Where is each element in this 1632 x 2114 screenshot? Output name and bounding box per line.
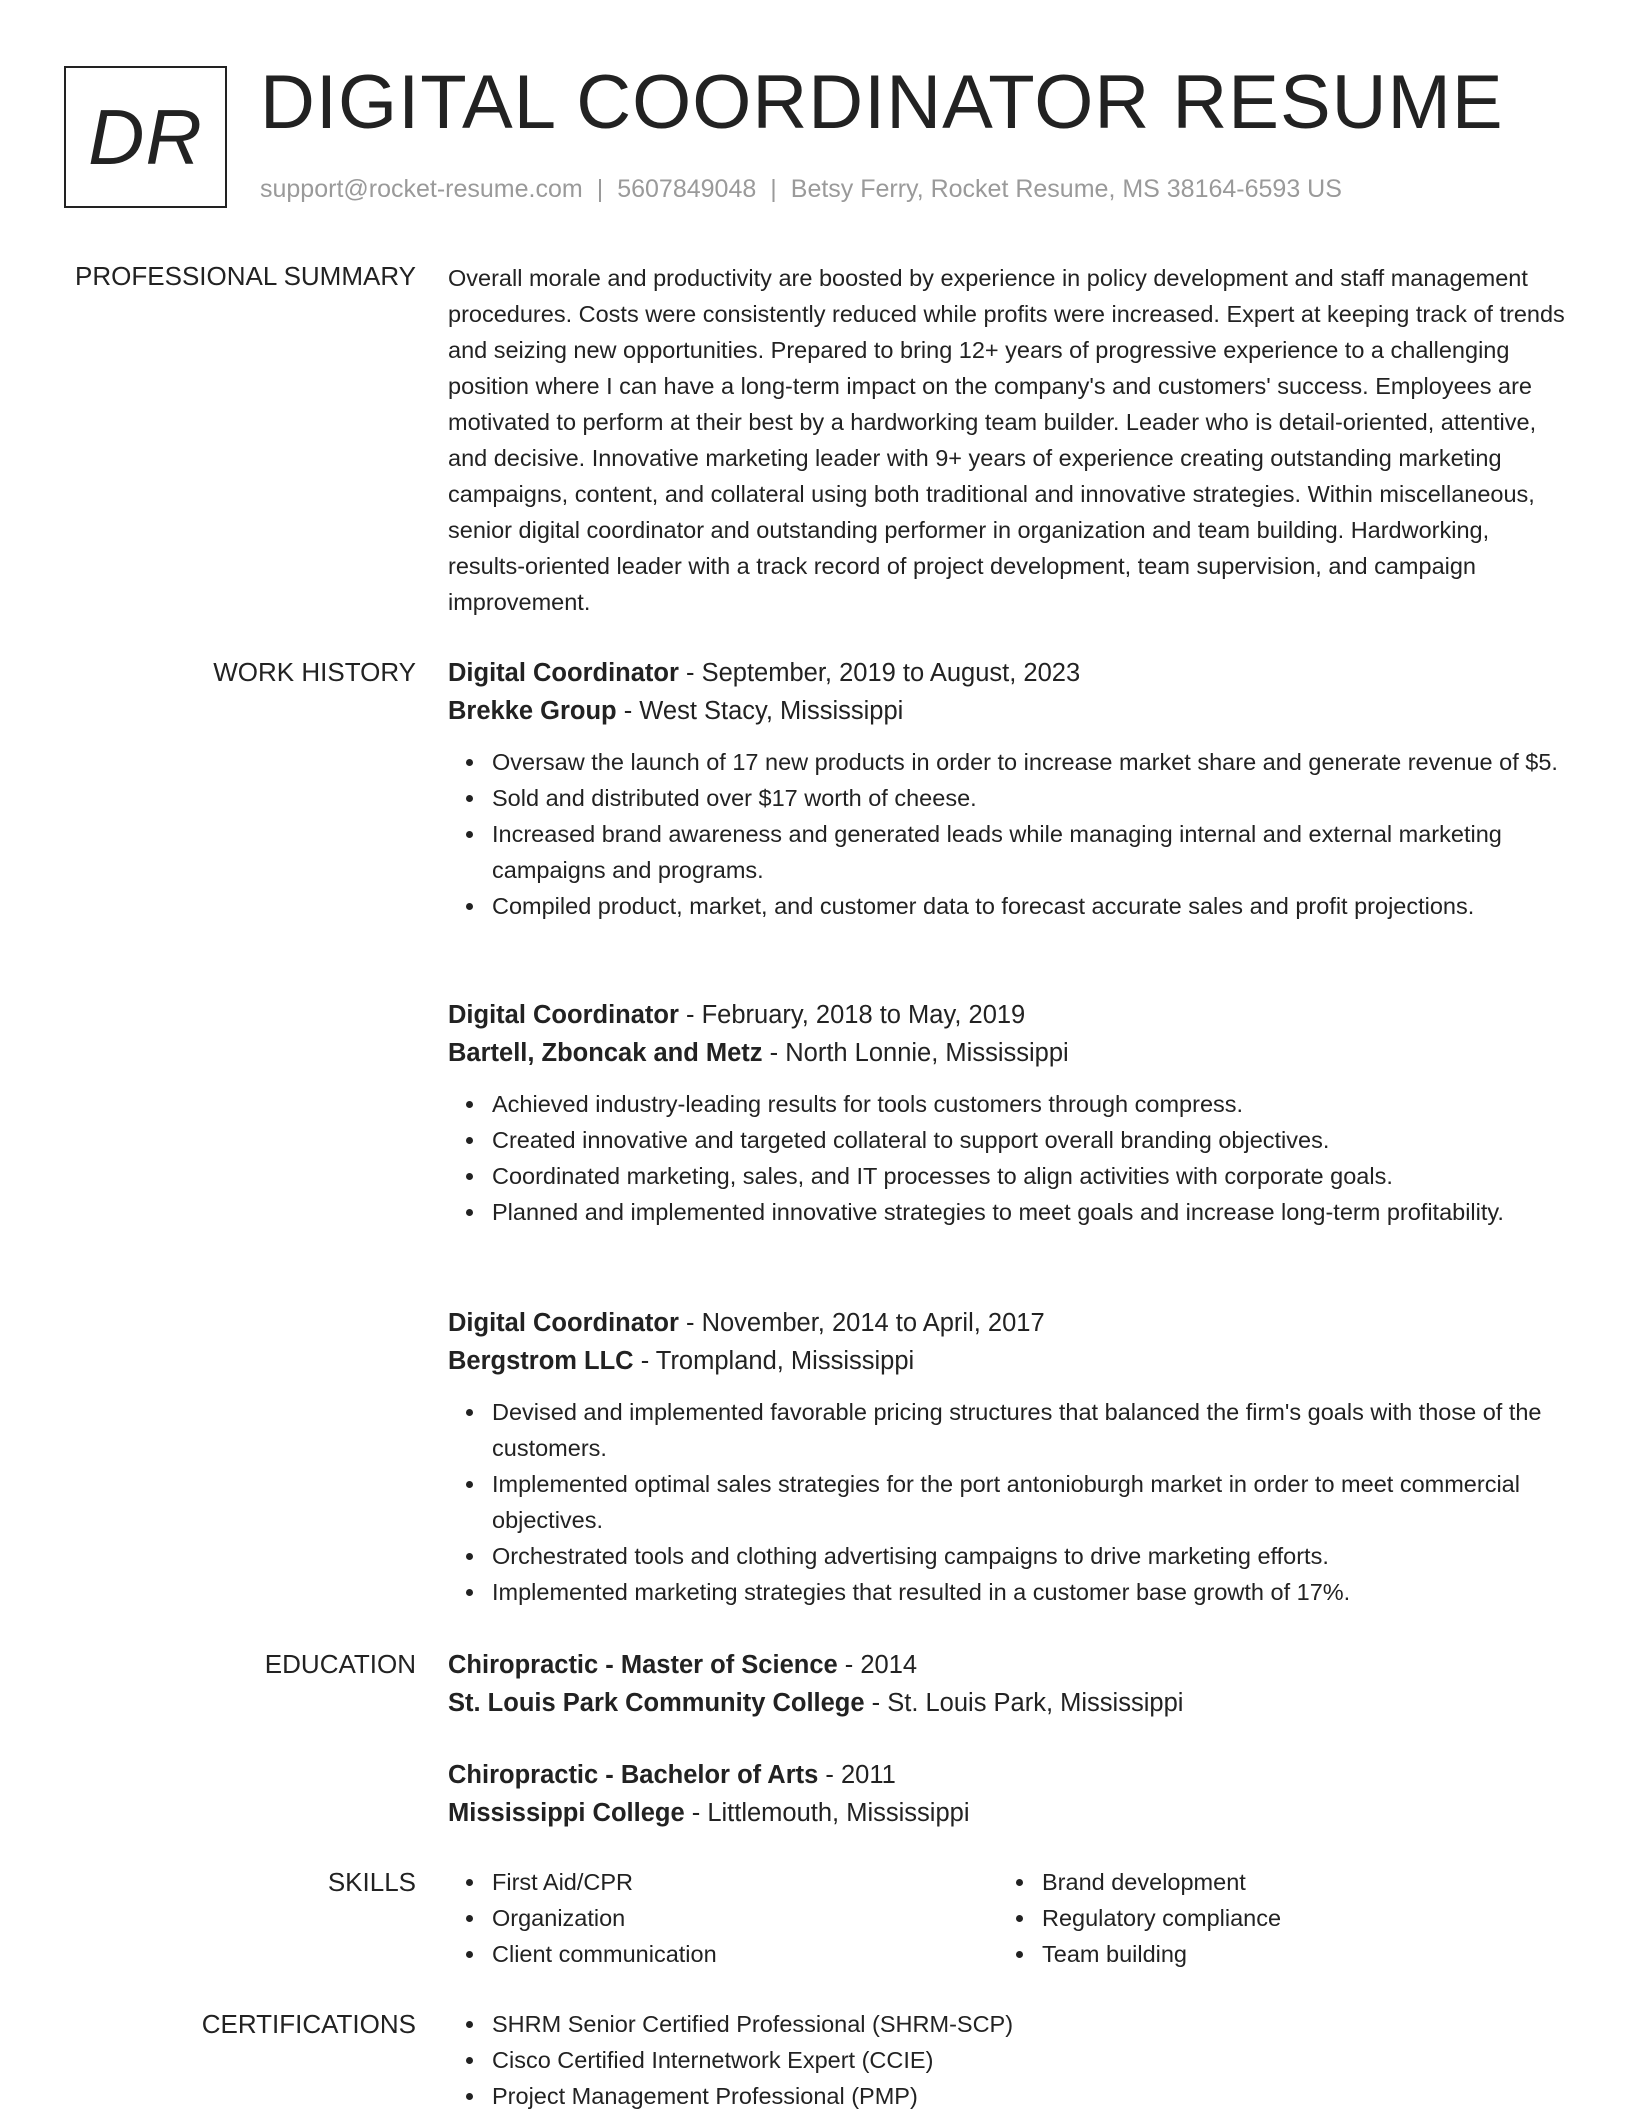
list-item: Organization [492, 1900, 1042, 1936]
education-entry [448, 1646, 1570, 1722]
job-title-line [448, 996, 1570, 1034]
list-item: Achieved industry-leading results for tools customers through compress. [492, 1086, 1570, 1122]
school: St. Louis Park Community College [448, 1689, 865, 1717]
degree: Chiropractic - Master of Science [448, 1651, 838, 1679]
job-dates: - September, 2019 to August, 2023 [678, 659, 1081, 687]
summary-text: Overall morale and productivity are boosted by experience in policy development and staff management procedures. Costs were consistently reduced while profits were increased. Expert at keeping track of trends and seizing new opportunities. Prepared to bring 12+ years of progressive experience to a challenging position where I can have a long-term impact on the company's and customers' success. Employees are motivated to perform at their best by a hardworking team builder. Leader who is detail-oriented, attentive, and decisive. Innovative marketing leader with 9+ years of experience creating outstanding marketing campaigns, content, and collateral using both traditional and innovative strategies. Within miscellaneous, senior digital coordinator and outstanding performer in organization and team building. Hardworking, results-oriented leader with a track record of project development, team supervision, and campaign improvement. [448, 265, 1565, 615]
degree: Chiropractic - Bachelor of Arts [448, 1761, 819, 1789]
resume-title: DIGITAL COORDINATOR RESUME [260, 60, 1504, 145]
list-item: Coordinated marketing, sales, and IT processes to align activities with corporate goals. [492, 1158, 1570, 1194]
section-label-summary: PROFESSIONAL SUMMARY [75, 261, 416, 291]
monogram-text: DR [88, 92, 203, 181]
list-item: Increased brand awareness and generated leads while managing internal and external marketing campaigns and programs. [492, 816, 1570, 888]
degree-line [448, 1756, 1570, 1794]
section-label-work: WORK HISTORY [213, 657, 416, 687]
degree-year: - 2014 [837, 1651, 918, 1679]
job-title-line [448, 1304, 1570, 1342]
list-item: Client communication [492, 1936, 1042, 1972]
education-entry [448, 1756, 1570, 1832]
contact-phone: 5607849048 [617, 175, 757, 203]
school: Mississippi College [448, 1799, 685, 1827]
contact-email: support@rocket-resume.com [260, 175, 583, 203]
school-location: - St. Louis Park, Mississippi [864, 1689, 1184, 1717]
job-company: Bergstrom LLC [448, 1347, 634, 1375]
summary-body [448, 260, 1570, 620]
job-entry [448, 996, 1570, 1230]
school-line [448, 1794, 1570, 1832]
list-item: Compiled product, market, and customer data to forecast accurate sales and profit projections. [492, 888, 1570, 924]
contact-separator: | [770, 175, 777, 203]
certifications-list [448, 2006, 1570, 2114]
monogram-logo [64, 66, 227, 208]
list-item: Orchestrated tools and clothing advertising campaigns to drive marketing efforts. [492, 1538, 1570, 1574]
section-label-certifications: CERTIFICATIONS [201, 2009, 416, 2039]
list-item: Devised and implemented favorable pricing structures that balanced the firm's goals with those of the customers. [492, 1394, 1570, 1466]
job-title-line [448, 654, 1570, 692]
list-item: Oversaw the launch of 17 new products in order to increase market share and generate revenue of $5. [492, 744, 1570, 780]
list-item: SHRM Senior Certified Professional (SHRM-SCP) [492, 2006, 1570, 2042]
section-label-education: EDUCATION [264, 1649, 416, 1679]
job-title: Digital Coordinator [448, 1309, 679, 1337]
job-org-line [448, 1034, 1570, 1072]
skills-body [448, 1864, 1570, 1972]
job-company: Brekke Group [448, 697, 617, 725]
list-item: Sold and distributed over $17 worth of cheese. [492, 780, 1570, 816]
job-org-line [448, 692, 1570, 730]
list-item: Created innovative and targeted collateral to support overall branding objectives. [492, 1122, 1570, 1158]
list-item: Regulatory compliance [1042, 1900, 1592, 1936]
job-location: - North Lonnie, Mississippi [762, 1039, 1069, 1067]
list-item: Planned and implemented innovative strategies to meet goals and increase long-term profitability. [492, 1194, 1570, 1230]
job-bullets [448, 1394, 1570, 1610]
degree-line [448, 1646, 1570, 1684]
job-location: - Trompland, Mississippi [633, 1347, 915, 1375]
certifications-body [448, 2006, 1570, 2114]
skills-list [448, 1864, 1570, 1972]
list-item: First Aid/CPR [492, 1864, 1042, 1900]
school-location: - Littlemouth, Mississippi [684, 1799, 970, 1827]
job-location: - West Stacy, Mississippi [616, 697, 904, 725]
job-title: Digital Coordinator [448, 1001, 679, 1029]
list-item: Cisco Certified Internetwork Expert (CCIE) [492, 2042, 1570, 2078]
section-label-skills: SKILLS [327, 1867, 416, 1897]
school-line [448, 1684, 1570, 1722]
degree-year: - 2011 [818, 1761, 896, 1789]
list-item: Team building [1042, 1936, 1592, 1972]
contact-address: Betsy Ferry, Rocket Resume, MS 38164-6593 US [790, 175, 1342, 203]
job-entry [448, 1304, 1570, 1610]
job-dates: - February, 2018 to May, 2019 [678, 1001, 1026, 1029]
job-entry [448, 654, 1570, 924]
job-org-line [448, 1342, 1570, 1380]
job-company: Bartell, Zboncak and Metz [448, 1039, 763, 1067]
list-item: Implemented marketing strategies that resulted in a customer base growth of 17%. [492, 1574, 1570, 1610]
list-item: Project Management Professional (PMP) [492, 2078, 1570, 2114]
job-bullets [448, 1086, 1570, 1230]
contact-line [260, 175, 1342, 204]
job-dates: - November, 2014 to April, 2017 [678, 1309, 1045, 1337]
contact-separator: | [596, 175, 604, 203]
job-bullets [448, 744, 1570, 924]
job-title: Digital Coordinator [448, 659, 679, 687]
list-item: Implemented optimal sales strategies for the port antonioburgh market in order to meet commercial objectives. [492, 1466, 1570, 1538]
list-item: Brand development [1042, 1864, 1592, 1900]
